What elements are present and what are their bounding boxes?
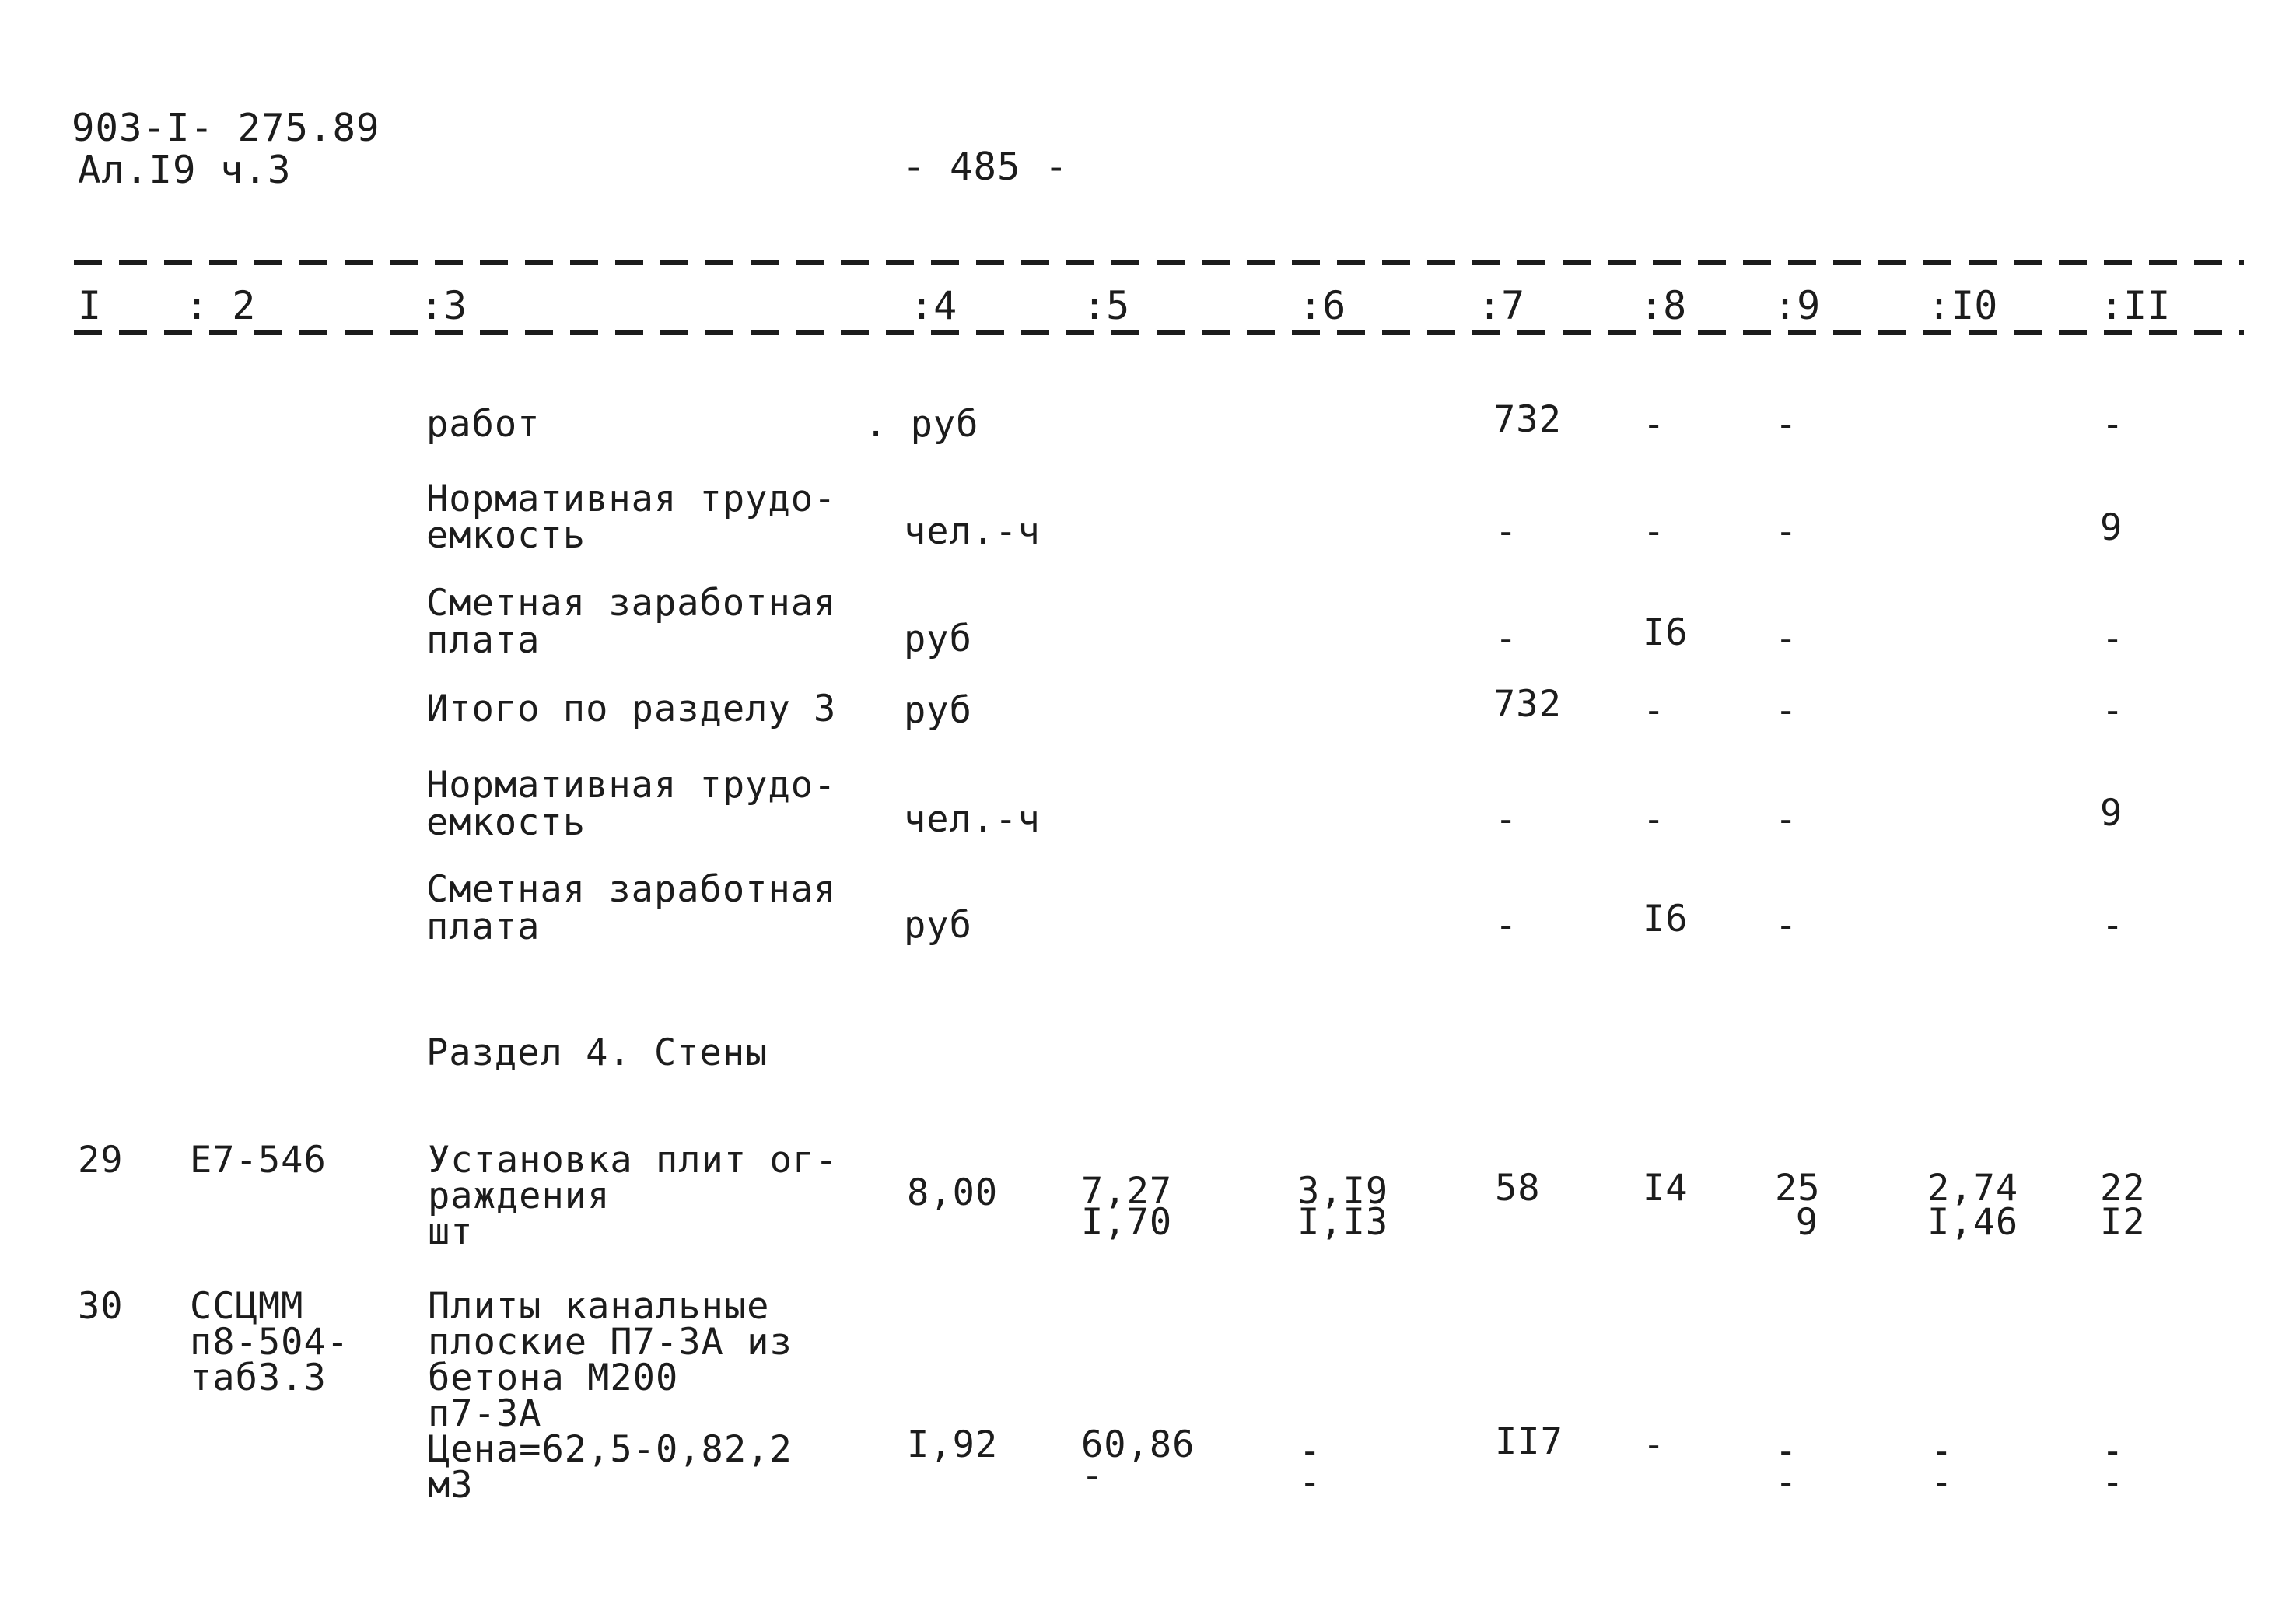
column-header-11: :II [2100,283,2171,328]
column-header-6: :6 [1299,283,1346,328]
cell-col8: I6 [1643,611,1689,654]
cell-col7: - [1495,618,1518,660]
cell-col9-bottom: 9 [1795,1201,1818,1244]
cell-col6-top: - [1299,1430,1322,1472]
cell-col7: - [1495,798,1518,841]
cell-col5-top: 7,27 [1081,1170,1173,1213]
row-name-line2: емкость [426,801,586,844]
cell-col10-bottom: I,46 [1927,1201,2019,1244]
column-header-2: : 2 [185,283,256,328]
cell-col7: 732 [1493,683,1562,726]
column-header-3: :3 [420,283,467,328]
item-name-line6: м3 [428,1464,474,1507]
cell-col7: 732 [1493,398,1562,441]
cell-col10-top: - [1930,1430,1954,1472]
cell-col11-top: 22 [2100,1167,2146,1210]
item-name-line1: Установка плит ог- [428,1139,838,1182]
page-number: - 485 - [902,145,1069,189]
cell-col8: - [1643,1423,1666,1466]
row-unit: чел.-ч [904,510,1041,553]
cell-col10-top: 2,74 [1927,1167,2019,1210]
row-name-line1: Нормативная трудо- [426,764,837,807]
item-name-line3: бетона М200 [428,1357,679,1399]
cell-col6-top: 3,I9 [1297,1170,1389,1213]
cell-col11: - [2102,689,2125,732]
item-name-line5: Цена=62,5-0,82,2 [428,1428,793,1471]
item-code-line3: таб3.3 [190,1357,327,1399]
column-header-8: :8 [1640,283,1687,328]
cell-col7: - [1495,904,1518,947]
row-name-line1: Нормативная трудо- [426,478,837,520]
cell-col7: II7 [1495,1420,1563,1463]
cell-col11-top: - [2102,1430,2125,1472]
row-name: работ [426,403,541,446]
cell-col5-bottom: I,70 [1081,1201,1173,1244]
header-rule-top [74,260,2244,265]
column-header-1: I [78,283,102,328]
row-unit: чел.-ч [904,798,1041,841]
cell-col8: - [1643,403,1666,446]
cell-col8: I6 [1643,898,1689,940]
cell-col6-bottom: - [1299,1461,1322,1504]
cell-col9-top: 25 [1775,1167,1821,1210]
item-number: 29 [78,1139,124,1182]
column-header-7: :7 [1478,283,1525,328]
item-number: 30 [78,1285,124,1328]
document-code: 903-I- 275.89 [72,106,380,150]
cell-col9: - [1775,403,1798,446]
item-code-line2: п8-504- [190,1321,350,1364]
cell-col11: 9 [2100,506,2123,549]
row-name-line2: плата [426,619,541,662]
row-unit: руб [904,904,972,947]
cell-col11-bottom: - [2102,1461,2125,1504]
row-unit: . руб [865,403,979,446]
cell-col11: - [2102,904,2125,947]
cell-col9: - [1775,510,1798,553]
cell-col9: - [1775,618,1798,660]
cell-col5-bottom: - [1081,1455,1104,1497]
column-header-5: :5 [1083,283,1130,328]
cell-col9: - [1775,689,1798,732]
item-code-line1: ССЦММ [190,1285,304,1328]
item-name-line2: раждения [428,1175,611,1217]
row-unit: руб [904,618,972,660]
cell-col9: - [1775,904,1798,947]
cell-col11: 9 [2100,792,2123,835]
item-name-line1: Плиты канальные [428,1285,770,1328]
cell-col4: 8,00 [907,1171,999,1214]
album-reference: Ал.I9 ч.3 [78,148,292,192]
cell-col11: - [2102,403,2125,446]
cell-col11-bottom: I2 [2100,1201,2146,1244]
cell-col8: - [1643,510,1666,553]
cell-col8: - [1643,798,1666,841]
item-code: Е7-546 [190,1139,327,1182]
column-header-9: :9 [1773,283,1821,328]
section-title: Раздел 4. Стены [426,1031,768,1074]
cell-col9: - [1775,798,1798,841]
cell-col5-top: 60,86 [1081,1423,1195,1466]
row-name: Итого по разделу 3 [426,688,837,730]
column-header-10: :I0 [1927,283,1998,328]
row-name-line1: Сметная заработная [426,868,837,911]
cell-col4: I,92 [907,1423,999,1466]
item-name-line4: п7-3А [428,1392,542,1435]
item-name-line3: шт [428,1210,474,1253]
cell-col11: - [2102,618,2125,660]
item-name-line2: плоские П7-3А из [428,1321,793,1364]
cell-col10-bottom: - [1930,1461,1954,1504]
cell-col6-bottom: I,I3 [1297,1201,1389,1244]
column-header-4: :4 [910,283,957,328]
cell-col7: - [1495,510,1518,553]
cell-col8: I4 [1643,1167,1689,1210]
row-unit: руб [904,689,972,732]
cell-col8: - [1643,689,1666,732]
cell-col9-top: - [1775,1430,1798,1472]
cell-col7: 58 [1495,1167,1541,1210]
row-name-line2: емкость [426,514,586,557]
cell-col9-bottom: - [1775,1461,1798,1504]
row-name-line2: плата [426,905,541,948]
header-rule-bottom [74,330,2244,335]
row-name-line1: Сметная заработная [426,582,837,625]
